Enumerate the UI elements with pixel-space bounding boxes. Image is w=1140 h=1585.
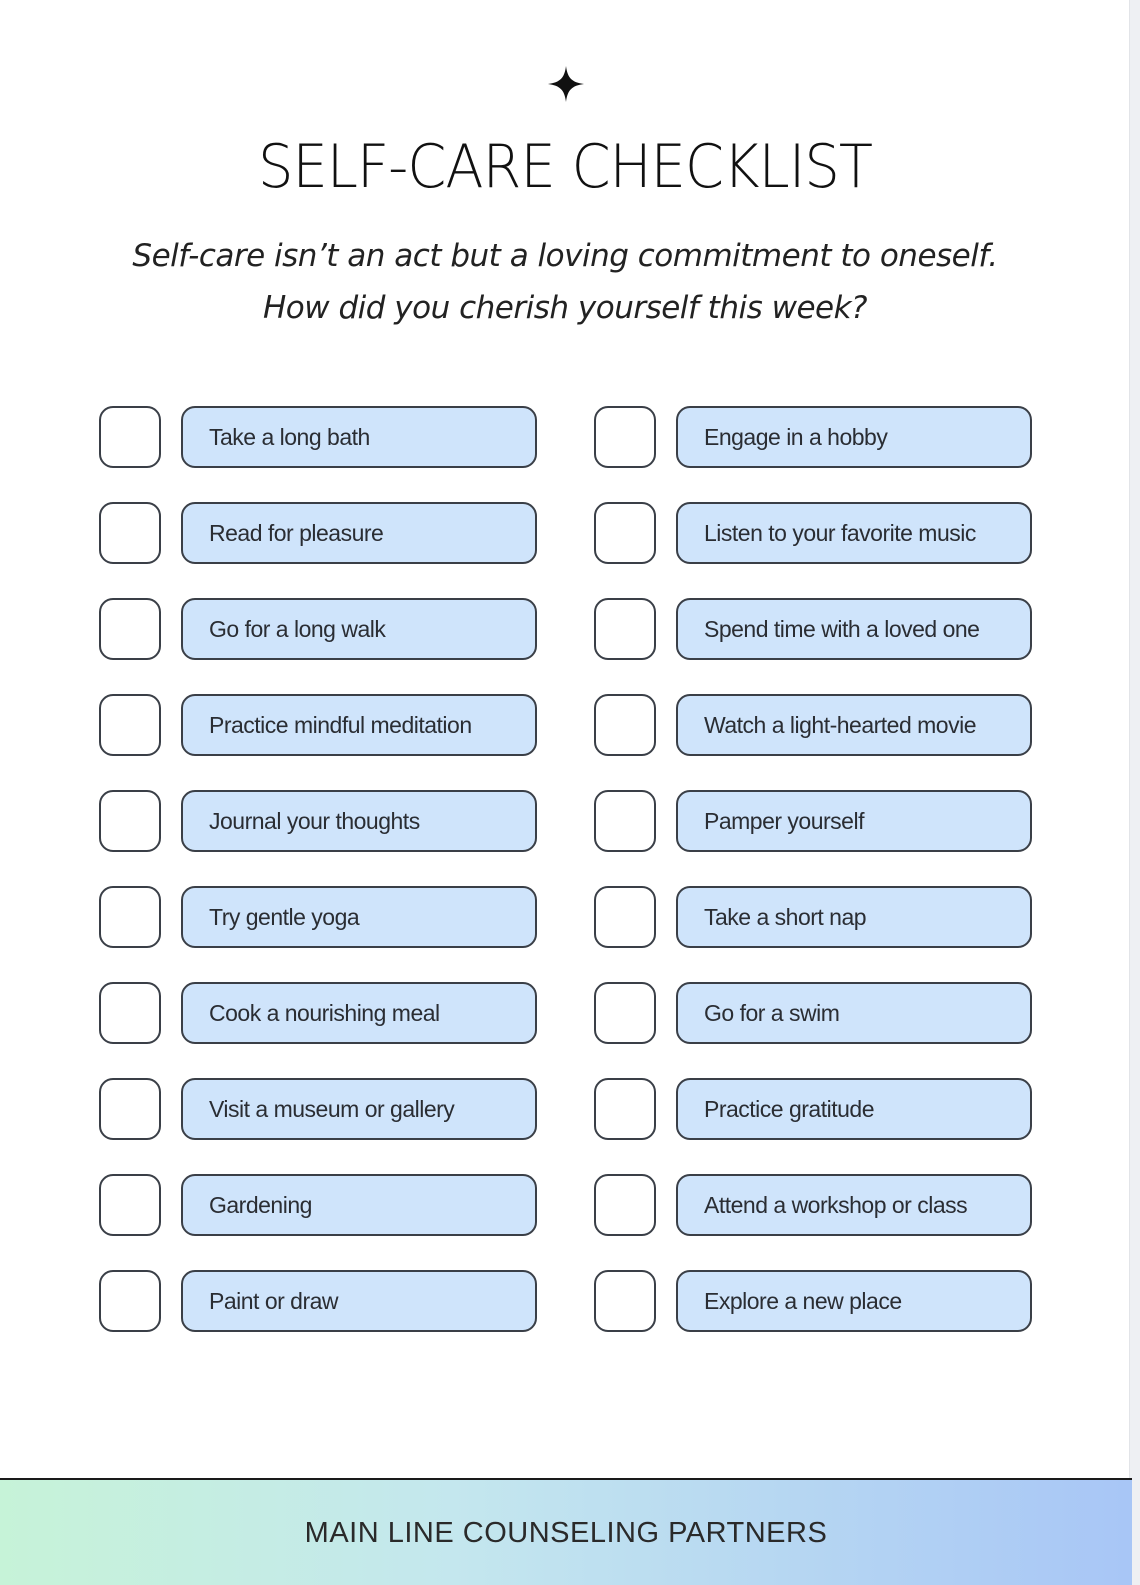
subtitle-line-2: How did you cherish yourself this week?	[262, 290, 868, 326]
footer-organization-name: MAIN LINE COUNSELING PARTNERS	[304, 1517, 828, 1549]
checkbox[interactable]	[99, 1270, 161, 1332]
checklist-label: Watch a light-hearted movie	[676, 694, 1032, 756]
checklist-label: Take a short nap	[676, 886, 1032, 948]
checkbox[interactable]	[594, 790, 656, 852]
checklist-label: Explore a new place	[676, 1270, 1032, 1332]
checklist-label: Practice gratitude	[676, 1078, 1032, 1140]
checkbox[interactable]	[99, 982, 161, 1044]
checklist-label: Paint or draw	[181, 1270, 537, 1332]
checklist-label: Practice mindful meditation	[181, 694, 537, 756]
checkbox[interactable]	[99, 1078, 161, 1140]
checklist-label: Listen to your favorite music	[676, 502, 1032, 564]
checklist-label: Spend time with a loved one	[676, 598, 1032, 660]
checkbox[interactable]	[99, 406, 161, 468]
checkbox[interactable]	[99, 886, 161, 948]
page-title: SELF-CARE CHECKLIST	[257, 132, 873, 202]
checkbox[interactable]	[594, 694, 656, 756]
checklist-label: Take a long bath	[181, 406, 537, 468]
sparkle-star-icon	[546, 64, 586, 104]
checklist-label: Journal your thoughts	[181, 790, 537, 852]
checkbox[interactable]	[594, 1078, 656, 1140]
checkbox[interactable]	[99, 790, 161, 852]
checkbox[interactable]	[594, 502, 656, 564]
checklist-label: Go for a swim	[676, 982, 1032, 1044]
checkbox[interactable]	[594, 982, 656, 1044]
checkbox[interactable]	[594, 886, 656, 948]
checkbox[interactable]	[594, 1270, 656, 1332]
checkbox[interactable]	[99, 502, 161, 564]
checkbox[interactable]	[99, 694, 161, 756]
footer-banner	[0, 1480, 1132, 1585]
checklist-label: Attend a workshop or class	[676, 1174, 1032, 1236]
checklist-label: Visit a museum or gallery	[181, 1078, 537, 1140]
checklist-label: Go for a long walk	[181, 598, 537, 660]
page-edge	[1129, 0, 1140, 1585]
checkbox[interactable]	[594, 406, 656, 468]
checkbox[interactable]	[594, 598, 656, 660]
checklist-label: Pamper yourself	[676, 790, 1032, 852]
checklist-label: Cook a nourishing meal	[181, 982, 537, 1044]
subtitle-line-1: Self-care isn’t an act but a loving commitment to oneself.	[132, 238, 998, 274]
checklist-label: Try gentle yoga	[181, 886, 537, 948]
checkbox[interactable]	[99, 598, 161, 660]
checkbox[interactable]	[594, 1174, 656, 1236]
checklist-label: Read for pleasure	[181, 502, 537, 564]
checkbox[interactable]	[99, 1174, 161, 1236]
checklist-label: Gardening	[181, 1174, 537, 1236]
checklist-label: Engage in a hobby	[676, 406, 1032, 468]
